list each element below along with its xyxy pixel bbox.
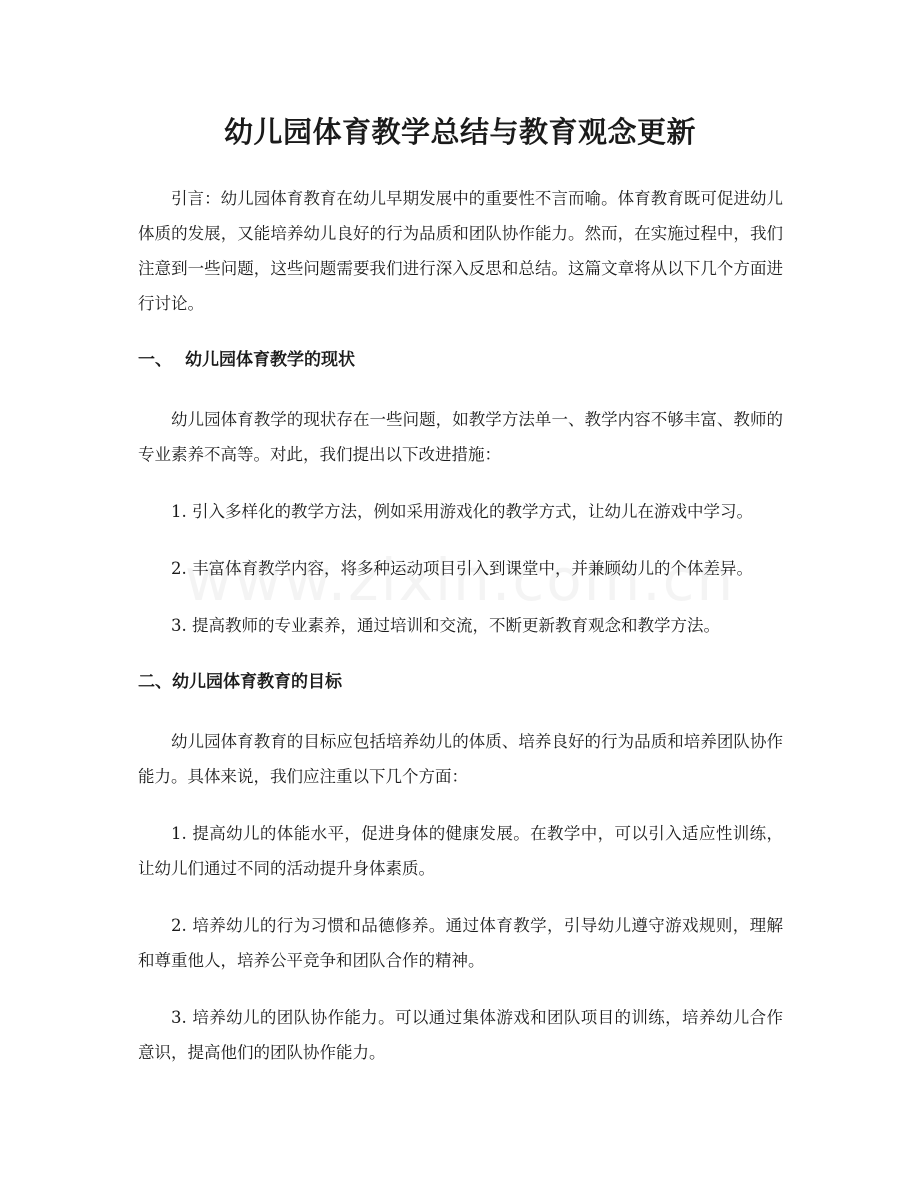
list-item: 2. 培养幼儿的行为习惯和品德修养。通过体育教学，引导幼儿遵守游戏规则，理解和尊重他人，培养公平竞争和团队合作的精神。 [138,916,783,970]
section-heading [138,665,783,700]
section-goals [138,665,783,1070]
list-item: 2. 丰富体育教学内容，将多种运动项目引入到课堂中，并兼顾幼儿的个体差异。 [171,559,753,578]
list-item: 3. 培养幼儿的团队协作能力。可以通过集体游戏和团队项目的训练，培养幼儿合作意识，提高他们的团队协作能力。 [138,1008,783,1062]
document-body [138,181,783,1092]
section-number: 二、 [138,672,172,692]
list-item: 1. 引入多样化的教学方法，例如采用游戏化的教学方式，让幼儿在游戏中学习。 [171,502,753,521]
page-title: 幼儿园体育教学总结与教育观念更新 [223,115,696,149]
intro-paragraph: 引言：幼儿园体育教育在幼儿早期发展中的重要性不言而喻。体育教育既可促进幼儿体质的发展，又能培养幼儿良好的行为品质和团队协作能力。然而，在实施过程中，我们注意到一些问题，这些问题需要我们进行深入反思和总结。这篇文章将从以下几个方面进行讨论。 [138,189,783,313]
list-item: 3. 提高教师的专业素养，通过培训和交流，不断更新教育观念和教学方法。 [171,616,720,635]
section-heading-text: 幼儿园体育教学的现状 [185,350,355,370]
section-heading [138,343,783,378]
list-item: 1. 提高幼儿的体能水平，促进身体的健康发展。在教学中，可以引入适应性训练，让幼儿们通过不同的活动提升身体素质。 [138,824,783,878]
section-paragraph: 幼儿园体育教学的现状存在一些问题，如教学方法单一、教学内容不够丰富、教师的专业素养不高等。对此，我们提出以下改进措施： [138,410,783,464]
section-number: 一、 [138,350,172,370]
section-paragraph: 幼儿园体育教育的目标应包括培养幼儿的体质、培养良好的行为品质和培养团队协作能力。具体来说，我们应注重以下几个方面： [138,732,783,786]
section-status [138,343,783,643]
section-heading-text: 幼儿园体育教育的目标 [172,672,342,692]
